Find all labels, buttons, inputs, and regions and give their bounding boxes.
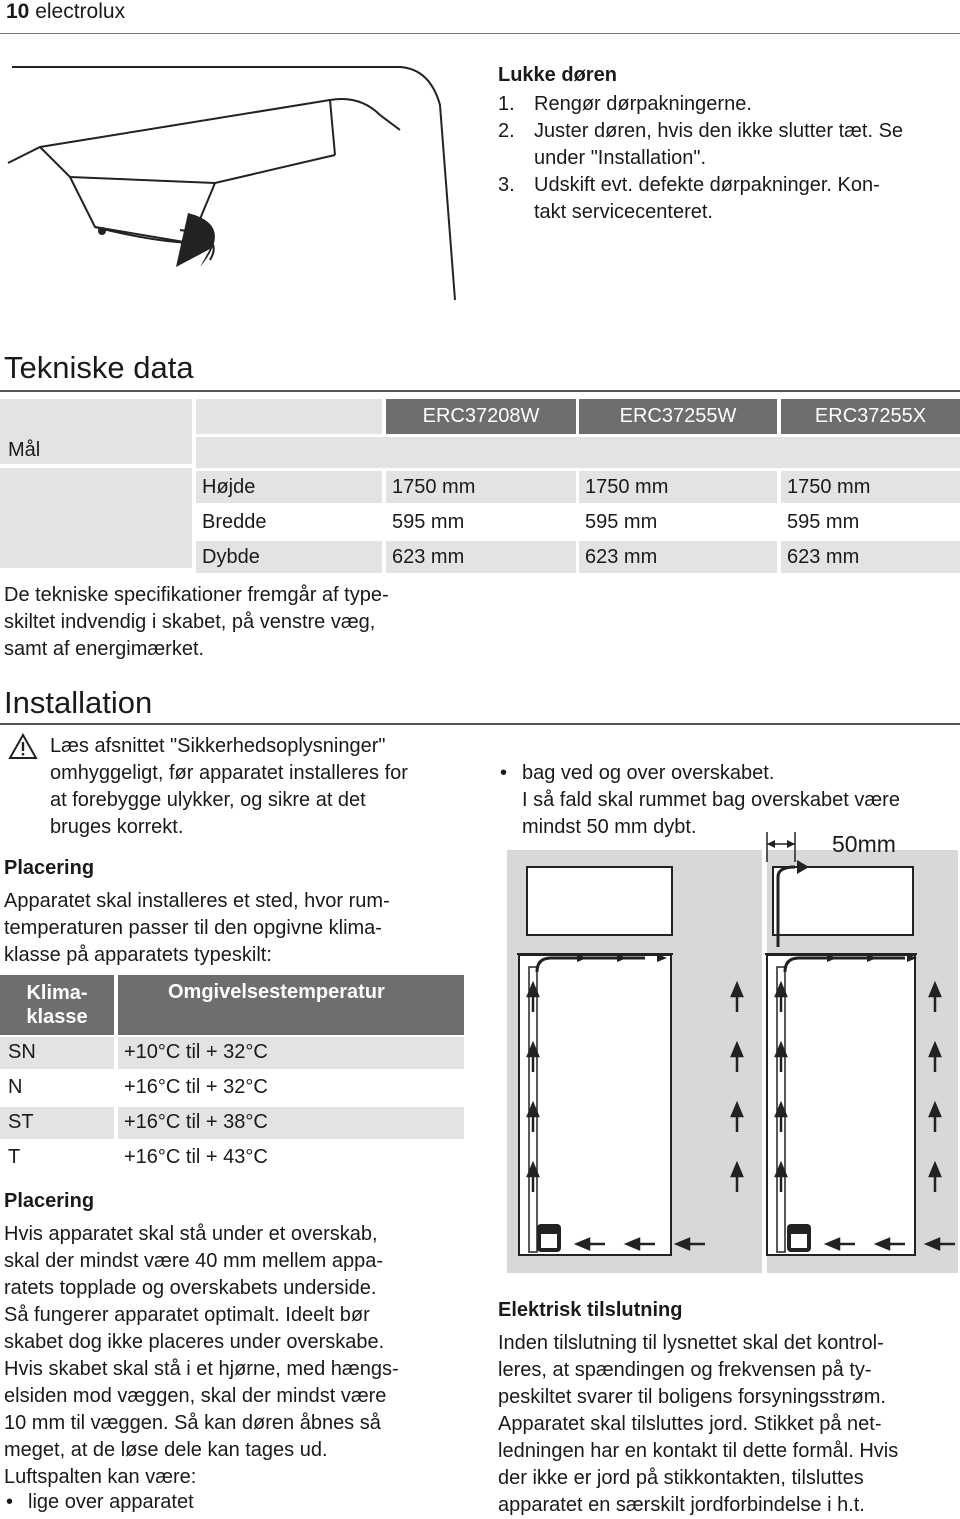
step-text-line: takt servicecenteret. xyxy=(534,201,713,223)
airflow-diagram xyxy=(505,832,960,1277)
placement-line: Apparatet skal installeres et sted, hvor rum- xyxy=(4,890,390,912)
placement-heading: Placering xyxy=(4,857,95,879)
tech-note xyxy=(4,582,474,663)
placement-text xyxy=(4,888,474,969)
climate-class-header xyxy=(0,975,114,1035)
page-number: 10 xyxy=(6,0,30,23)
installation-rule xyxy=(0,723,960,725)
placement2-line: skal der mindst være 40 mm mellem appa- xyxy=(4,1250,384,1272)
placement2-line: skabet dog ikke placeres under overskabe. xyxy=(4,1331,385,1353)
dimension-value: 623 mm xyxy=(781,541,960,573)
placement-line: klasse på apparatets typeskilt: xyxy=(4,944,272,966)
model-header-2: ERC37255W xyxy=(579,399,777,434)
climate-temperature-range: +16°C til + 32°C xyxy=(124,1076,268,1098)
step-text-line: Udskift evt. defekte dørpakninger. Kon- xyxy=(534,174,880,196)
dimension-value: 623 mm xyxy=(579,541,777,573)
placement2-line: Luftspalten kan være: xyxy=(4,1466,197,1488)
dimension-value: 1750 mm xyxy=(579,471,777,503)
warning-line: Læs afsnittet "Sikkerhedsoplysninger" xyxy=(50,735,386,757)
tech-note-line: skiltet indvendig i skabet, på venstre væg, xyxy=(4,611,376,633)
group-label-cell xyxy=(0,399,192,464)
bullet-line: mindst 50 mm dybt. xyxy=(522,816,697,838)
page-header xyxy=(6,0,125,24)
placement2-line: Hvis apparatet skal stå under et overskab, xyxy=(4,1223,378,1245)
close-door-heading: Lukke døren xyxy=(498,64,617,86)
dimension-value: 595 mm xyxy=(585,511,658,533)
close-door-step xyxy=(498,172,958,226)
electrical-line: Apparatet skal tilsluttes jord. Stikket på net- xyxy=(498,1413,882,1435)
electrical-line: ledningen har en kontakt til dette formål. Hvis xyxy=(498,1440,899,1462)
placement-line: temperaturen passer til den opgivne klima- xyxy=(4,917,382,939)
climate-temperature-range: +16°C til + 43°C xyxy=(124,1146,268,1168)
group-spacer-cell xyxy=(0,468,192,568)
dimension-value: 1750 mm xyxy=(386,471,576,503)
electrical-line: peskiltet svarer til boligens forsyningsstrøm. xyxy=(498,1386,886,1408)
warning-line: omhyggeligt, før apparatet installeres for xyxy=(50,762,408,784)
model-header-3: ERC37255X xyxy=(781,399,960,434)
climate-class-header-line: klasse xyxy=(26,1006,88,1028)
group-label: Mål xyxy=(8,439,41,461)
model-header-blank xyxy=(196,399,382,434)
electrical-line: Inden tilslutning til lysnettet skal det kontrol- xyxy=(498,1332,884,1354)
step-text-line: under "Installation". xyxy=(534,147,707,169)
tech-note-line: De tekniske specifikationer fremgår af type- xyxy=(4,584,389,606)
climate-class-header-line: Klima- xyxy=(26,982,88,1004)
tech-data-heading: Tekniske data xyxy=(4,350,194,385)
climate-class: SN xyxy=(0,1037,114,1069)
brand-name: electrolux xyxy=(35,0,126,23)
electrical-heading: Elektrisk tilslutning xyxy=(498,1299,683,1321)
step-number: 1. xyxy=(498,93,515,115)
close-door-step xyxy=(498,118,958,172)
electrical-line: apparatet en særskilt jordforbindelse i h.t. xyxy=(498,1494,865,1516)
spacer-row xyxy=(196,437,960,468)
dimension-label: Dybde xyxy=(196,541,382,573)
header-divider xyxy=(0,33,960,34)
door-illustration xyxy=(0,55,470,305)
dimension-value: 595 mm xyxy=(392,511,465,533)
installation-heading: Installation xyxy=(4,685,153,720)
climate-temperature-range: +10°C til + 32°C xyxy=(118,1037,464,1069)
climate-temperature-range: +16°C til + 38°C xyxy=(118,1107,464,1139)
placement2-line: ratets topplade og overskabets underside. xyxy=(4,1277,377,1299)
model-header-1: ERC37208W xyxy=(386,399,576,434)
electrical-text xyxy=(498,1330,960,1519)
dimension-label: Bredde xyxy=(202,511,267,533)
placement2-line: meget, at de løse dele kan tages ud. xyxy=(4,1439,328,1461)
step-number: 3. xyxy=(498,174,515,196)
warning-icon xyxy=(8,733,38,760)
ambient-temp-header: Omgivelsestemperatur xyxy=(118,975,464,1035)
placement2-line: Hvis skabet skal stå i et hjørne, med hængs- xyxy=(4,1358,399,1380)
climate-class: ST xyxy=(0,1107,114,1139)
bullet-behind-cabinet xyxy=(498,760,960,841)
close-door-steps xyxy=(498,91,958,226)
step-text-line: Rengør dørpakningerne. xyxy=(534,93,752,115)
tech-note-line: samt af energimærket. xyxy=(4,638,205,660)
warning-line: bruges korrekt. xyxy=(50,816,184,838)
electrical-line: leres, at spændingen og frekvensen på ty- xyxy=(498,1359,872,1381)
bullet-line: I så fald skal rummet bag overskabet være xyxy=(522,789,900,811)
tech-data-rule xyxy=(0,390,960,392)
step-text-line: Juster døren, hvis den ikke slutter tæt. Se xyxy=(534,120,904,142)
placement2-line: Så fungerer apparatet optimalt. Ideelt bør xyxy=(4,1304,370,1326)
warning-line: at forebygge ulykker, og sikre at det xyxy=(50,789,366,811)
bullet-above-appliance: • lige over apparatet xyxy=(4,1489,960,1516)
dimension-label: Højde xyxy=(196,471,382,503)
placement2-text xyxy=(4,1221,474,1491)
step-number: 2. xyxy=(498,120,515,142)
warning-text xyxy=(50,733,480,841)
electrical-line: der ikke er jord på stikkontakten, tilsluttes xyxy=(498,1467,864,1489)
bullet-line: • bag ved og over overskabet. xyxy=(522,762,775,784)
dimension-value: 1750 mm xyxy=(781,471,960,503)
dimension-value: 623 mm xyxy=(386,541,576,573)
climate-class: N xyxy=(8,1076,23,1098)
close-door-step xyxy=(498,91,958,118)
climate-class: T xyxy=(8,1146,21,1168)
placement2-line: 10 mm til væggen. Så kan døren åbnes så xyxy=(4,1412,381,1434)
placement2-heading: Placering xyxy=(4,1190,95,1212)
diagram-label-50mm: 50mm xyxy=(832,831,896,857)
dimension-value: 595 mm xyxy=(787,511,860,533)
placement2-line: elsiden mod væggen, skal der mindst være xyxy=(4,1385,387,1407)
